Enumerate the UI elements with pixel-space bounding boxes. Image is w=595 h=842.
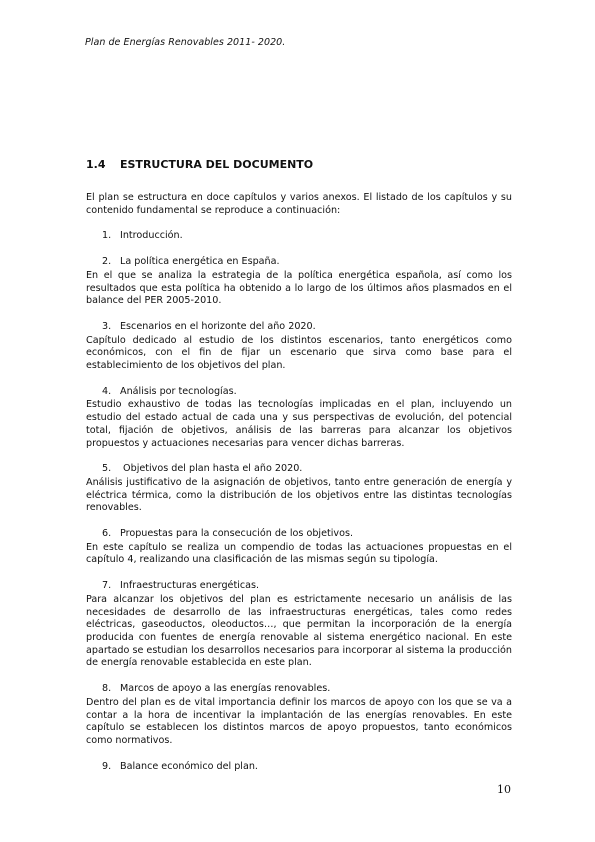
list-item-heading: Objetivos del plan hasta el año 2020. <box>120 463 303 475</box>
list-item-number: 7. <box>102 580 112 592</box>
list-item-heading: Análisis por tecnologías. <box>120 385 237 397</box>
section-heading <box>86 158 313 171</box>
list-item-description: En este capítulo se realiza un compendio de todas las actuaciones propuestas en el capítulo 4, realizando una clasificación de las mismas según su tipología. <box>86 541 512 566</box>
list-item-heading: Propuestas para la consecución de los objetivos. <box>120 528 354 540</box>
list-item-2 <box>86 256 512 308</box>
section-number: 1.4 <box>86 158 106 171</box>
list-item-title <box>86 230 512 243</box>
list-item-title <box>86 256 512 269</box>
list-item-title <box>86 321 512 334</box>
list-item-9 <box>86 761 512 774</box>
document-body <box>86 192 512 786</box>
list-item-description: Para alcanzar los objetivos del plan es estrictamente necesario un análisis de las necesidades de desarrollo de las infraestructuras energéticas, tales como redes eléctricas, gaseoductos, oleoductos…, que permitan la incorporación de la energía producida con fuentes de energía renovable al sistema energético nacional. En este apartado se estudian los desarrollos necesarios para incorporar al sistema la producción de energía renovable establecida en este plan. <box>86 593 512 669</box>
section-title: ESTRUCTURA DEL DOCUMENTO <box>120 158 314 171</box>
list-item-number: 4. <box>102 385 112 397</box>
intro-paragraph: El plan se estructura en doce capítulos y varios anexos. El listado de los capítulos y su contenido fundamental se reproduce a continuación: <box>86 192 512 216</box>
list-item-heading: Balance económico del plan. <box>120 760 258 772</box>
list-item-6 <box>86 528 512 567</box>
list-item-title <box>86 528 512 541</box>
list-item-number: 3. <box>102 320 112 332</box>
list-item-number: 2. <box>102 256 112 268</box>
list-item-title <box>86 683 512 696</box>
list-item-1 <box>86 230 512 243</box>
list-item-title <box>86 463 512 476</box>
list-item-heading: Marcos de apoyo a las energías renovables. <box>120 683 331 695</box>
list-item-4 <box>86 386 512 451</box>
list-item-7 <box>86 580 512 670</box>
list-item-description: Estudio exhaustivo de todas las tecnologías implicadas en el plan, incluyendo un estudio del estado actual de cada una y sus perspectivas de evolución, del potencial total, fijación de objetivos, análisis de las barreras para alcanzar los objetivos propuestos y actuaciones necesarias para vencer dichas barreras. <box>86 399 512 449</box>
list-item-number: 6. <box>102 528 112 540</box>
list-item-5 <box>86 463 512 515</box>
list-item-number: 8. <box>102 683 112 695</box>
list-item-description: En el que se analiza la estrategia de la política energética española, así como los resultados que esta política ha obtenido a lo largo de los últimos años plasmados en el balance del PER 2005-2010. <box>86 269 512 307</box>
list-item-3 <box>86 321 512 373</box>
list-item-heading: Escenarios en el horizonte del año 2020. <box>120 320 316 332</box>
list-item-title <box>86 580 512 593</box>
list-item-description: Dentro del plan es de vital importancia definir los marcos de apoyo con los que se va a contar a la hora de incentivar la implantación de las energías renovables. En este capítulo se establecen los distintos marcos de apoyo propuestos, tanto económicos como normativos. <box>86 696 512 746</box>
list-item-8 <box>86 683 512 748</box>
list-item-number: 5. <box>102 463 112 475</box>
list-item-heading: La política energética en España. <box>120 256 280 268</box>
list-item-number: 1. <box>102 230 112 242</box>
list-item-description: Capítulo dedicado al estudio de los distintos escenarios, tanto energéticos como económicos, con el fin de fijar un escenario que sirva como base para el establecimiento de los objetivos del plan. <box>86 334 512 372</box>
list-item-heading: Introducción. <box>120 230 183 242</box>
page-number: 10 <box>497 783 511 796</box>
list-item-title <box>86 386 512 399</box>
list-item-description: Análisis justificativo de la asignación de objetivos, tanto entre generación de energía y eléctrica térmica, como la distribución de los objetivos entre las distintas tecnologías renovables. <box>86 476 512 514</box>
list-item-number: 9. <box>102 760 112 772</box>
list-item-heading: Infraestructuras energéticas. <box>120 580 260 592</box>
list-item-title <box>86 761 512 774</box>
running-header: Plan de Energías Renovables 2011- 2020. <box>85 37 286 48</box>
